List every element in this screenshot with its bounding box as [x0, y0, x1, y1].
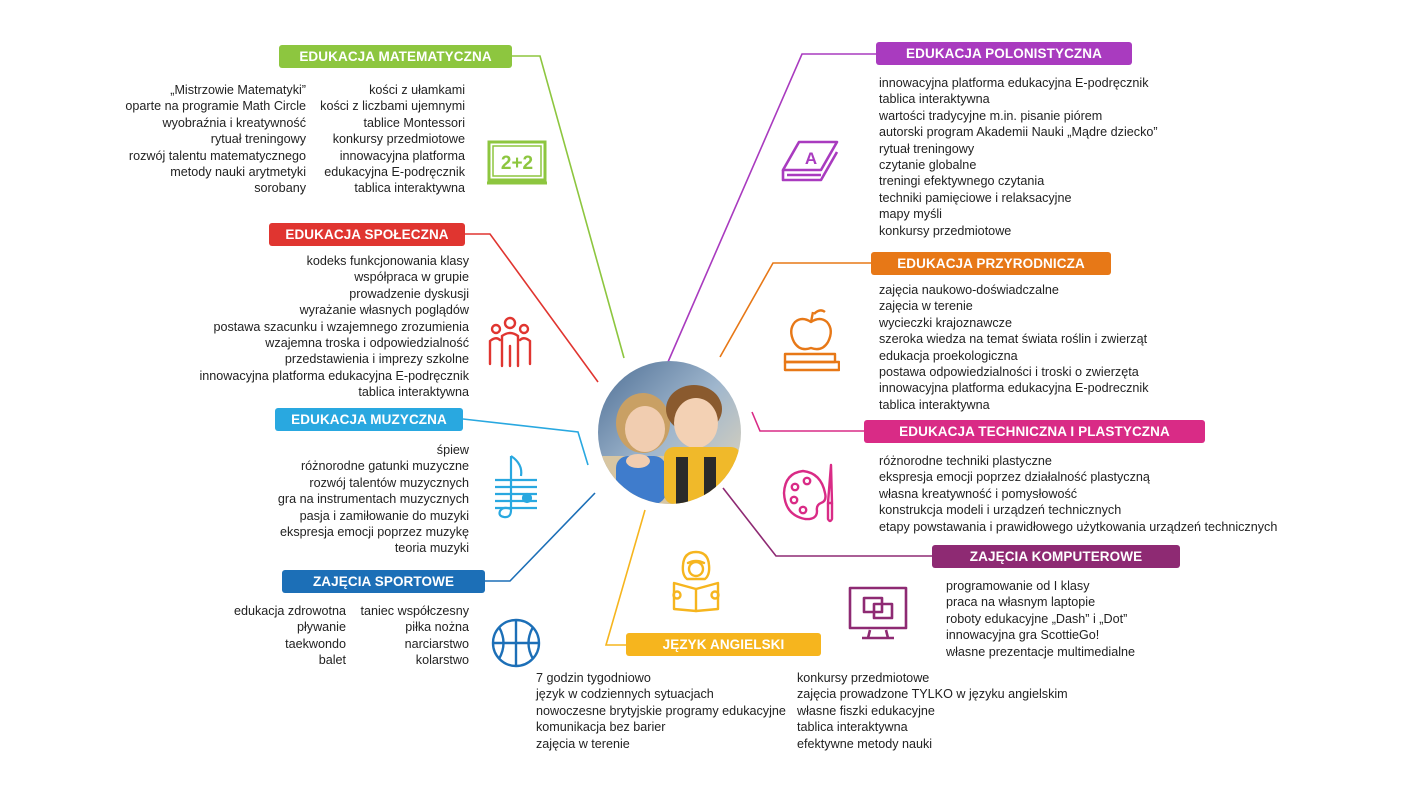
connector-techniczna	[752, 412, 864, 431]
list-item: postawa odpowiedzialności i troski o zwierzęta	[879, 365, 1139, 380]
list-angielski-left	[536, 670, 786, 752]
list-item: konkursy przedmiotowe	[332, 132, 465, 147]
list-item: roboty edukacyjne „Dash” i „Dot”	[946, 611, 1128, 626]
list-item: pasja i zamiłowanie do muzyki	[299, 508, 469, 523]
list-sportowe-right	[361, 603, 470, 669]
list-item: rytuał treningowy	[879, 141, 975, 156]
list-item: zajęcia naukowo-doświadczalne	[879, 283, 1059, 297]
list-item: innowacyjna platforma edukacyjna E-podręcznik	[879, 76, 1149, 90]
connector-polonistyczna	[668, 54, 876, 362]
list-item: narciarstwo	[404, 636, 469, 651]
children-photo	[598, 361, 741, 504]
list-item: czytanie globalne	[879, 158, 977, 173]
list-item: techniki pamięciowe i relaksacyjne	[879, 190, 1072, 205]
list-sportowe-left	[234, 603, 346, 669]
list-item: konkursy przedmiotowe	[797, 671, 930, 685]
book-icon	[781, 140, 839, 186]
list-item: wzajemna troska i odpowiedzialność	[265, 336, 469, 351]
apple-books-icon	[782, 306, 840, 372]
list-item: 7 godzin tygodniowo	[536, 671, 651, 685]
list-item: efektywne metody nauki	[797, 736, 933, 751]
list-item: ekspresja emocji poprzez muzykę	[280, 525, 469, 540]
list-item: tablica interaktywna	[358, 385, 469, 400]
list-techniczna	[879, 453, 1277, 535]
list-item: wartości tradycyjne m.in. pisanie piórem	[879, 108, 1103, 123]
list-item: kości z liczbami ujemnymi	[320, 99, 465, 114]
list-item: tablica interaktywna	[879, 92, 990, 107]
list-item: gra na instrumentach muzycznych	[277, 492, 469, 507]
list-item: innowacyjna platforma edukacyjna E-podrecznik	[879, 381, 1149, 396]
list-item: rytuał treningowy	[210, 132, 306, 147]
list-item: konstrukcja modeli i urządzeń technicznych	[879, 503, 1122, 518]
list-item: zajęcia prowadzone TYLKO w języku angielskim	[797, 687, 1068, 702]
list-item: śpiew	[436, 443, 469, 457]
list-item: tablica interaktywna	[879, 397, 990, 412]
list-item: kodeks funkcjonowania klasy	[306, 254, 469, 268]
list-matematyczna-left	[125, 82, 306, 197]
list-polonistyczna	[879, 75, 1158, 239]
list-muzyczna	[278, 442, 469, 557]
list-angielski-right	[797, 670, 1068, 752]
list-item: piłka nożna	[405, 620, 469, 635]
list-item: postawa szacunku i wzajemnego zrozumienia	[213, 319, 469, 334]
list-item: rozwój talentu matematycznego	[128, 148, 306, 163]
list-komputerowe	[946, 578, 1135, 660]
list-item: teoria muzyki	[394, 541, 469, 556]
connector-matematyczna	[512, 56, 624, 358]
list-item: autorski program Akademii Nauki „Mądre dziecko”	[879, 125, 1158, 140]
book-letter: A	[804, 149, 818, 168]
badge-edukacja-przyrodnicza: EDUKACJA PRZYRODNICZA	[871, 252, 1111, 275]
list-item: język w codziennych sytuacjach	[536, 687, 714, 702]
list-item: kości z ułamkami	[369, 83, 465, 97]
list-item: balet	[318, 653, 346, 668]
badge-jezyk-angielski: JĘZYK ANGIELSKI	[626, 633, 821, 656]
list-item: współpraca w grupie	[354, 270, 469, 285]
list-item: kolarstwo	[415, 653, 469, 668]
list-item: tablica interaktywna	[797, 720, 908, 735]
list-item: komunikacja bez barier	[536, 720, 666, 735]
list-item: zajęcia w terenie	[536, 736, 630, 751]
list-item: konkursy przedmiotowe	[879, 223, 1012, 238]
list-item: innowacyjna gra ScottieGo!	[946, 628, 1100, 643]
list-item: edukacja zdrowotna	[233, 604, 346, 618]
badge-edukacja-polonistyczna: EDUKACJA POLONISTYCZNA	[876, 42, 1132, 65]
badge-edukacja-spoleczna: EDUKACJA SPOŁECZNA	[269, 223, 465, 246]
people-group-icon	[487, 316, 533, 368]
list-item: mapy myśli	[879, 207, 942, 222]
list-item: własne fiszki edukacyjne	[797, 703, 935, 718]
list-item: ekspresja emocji poprzez działalność plastyczną	[879, 470, 1150, 485]
list-item: edukacyjna E-podręcznik	[324, 165, 465, 180]
list-item: sorobany	[254, 181, 306, 196]
list-item: metody nauki arytmetyki	[170, 165, 306, 180]
badge-edukacja-matematyczna: EDUKACJA MATEMATYCZNA	[279, 45, 512, 68]
list-item: własna kreatywność i pomysłowość	[879, 486, 1078, 501]
list-item: programowanie od I klasy	[946, 579, 1090, 593]
palette-icon	[781, 463, 839, 525]
list-item: wycieczki krajoznawcze	[879, 315, 1012, 330]
list-item: taniec współczesny	[360, 604, 469, 618]
list-item: pływanie	[296, 620, 346, 635]
blackboard-icon	[487, 140, 547, 186]
list-item: zajęcia w terenie	[879, 299, 973, 314]
list-item: tablice Montessori	[363, 115, 465, 130]
list-item: edukacja proekologiczna	[879, 348, 1018, 363]
list-item: rozwój talentów muzycznych	[309, 475, 469, 490]
list-item: przedstawienia i imprezy szkolne	[284, 352, 469, 367]
connector-angielski	[606, 510, 645, 645]
list-item: wyrażanie własnych poglądów	[299, 303, 469, 318]
list-item: prowadzenie dyskusji	[349, 286, 469, 301]
list-item: „Mistrzowie Matematyki”	[170, 83, 306, 97]
blackboard-text: 2+2	[500, 153, 534, 174]
list-przyrodnicza	[879, 282, 1149, 413]
badge-zajecia-sportowe: ZAJĘCIA SPORTOWE	[282, 570, 485, 593]
list-item: różnorodne gatunki muzyczne	[300, 459, 469, 474]
list-item: nowoczesne brytyjskie programy edukacyjne	[536, 703, 786, 718]
reading-child-icon	[668, 549, 724, 613]
list-item: innowacyjna platforma edukacyjna E-podręcznik	[199, 368, 469, 383]
list-item: innowacyjna platforma	[339, 148, 465, 163]
monitor-icon	[848, 586, 908, 640]
list-item: tablica interaktywna	[354, 181, 465, 196]
badge-edukacja-muzyczna: EDUKACJA MUZYCZNA	[275, 408, 463, 431]
list-item: własne prezentacje multimedialne	[946, 644, 1136, 659]
list-item: szeroka wiedza na temat świata roślin i zwierząt	[879, 332, 1148, 347]
basketball-icon	[490, 617, 542, 669]
list-item: różnorodne techniki plastyczne	[879, 454, 1052, 468]
list-item: oparte na programie Math Circle	[125, 99, 306, 114]
list-item: taekwondo	[285, 636, 346, 651]
badge-edukacja-techniczna-plastyczna: EDUKACJA TECHNICZNA I PLASTYCZNA	[864, 420, 1205, 443]
list-matematyczna-right	[320, 82, 465, 197]
list-item: etapy powstawania i prawidłowego użytkowania urządzeń technicznych	[879, 519, 1278, 534]
list-item: praca na własnym laptopie	[946, 595, 1096, 610]
badge-zajecia-komputerowe: ZAJĘCIA KOMPUTEROWE	[932, 545, 1180, 568]
list-item: treningi efektywnego czytania	[879, 174, 1045, 189]
list-spoleczna	[199, 253, 469, 401]
music-note-icon	[493, 454, 539, 520]
list-item: wyobraźnia i kreatywność	[162, 115, 306, 130]
